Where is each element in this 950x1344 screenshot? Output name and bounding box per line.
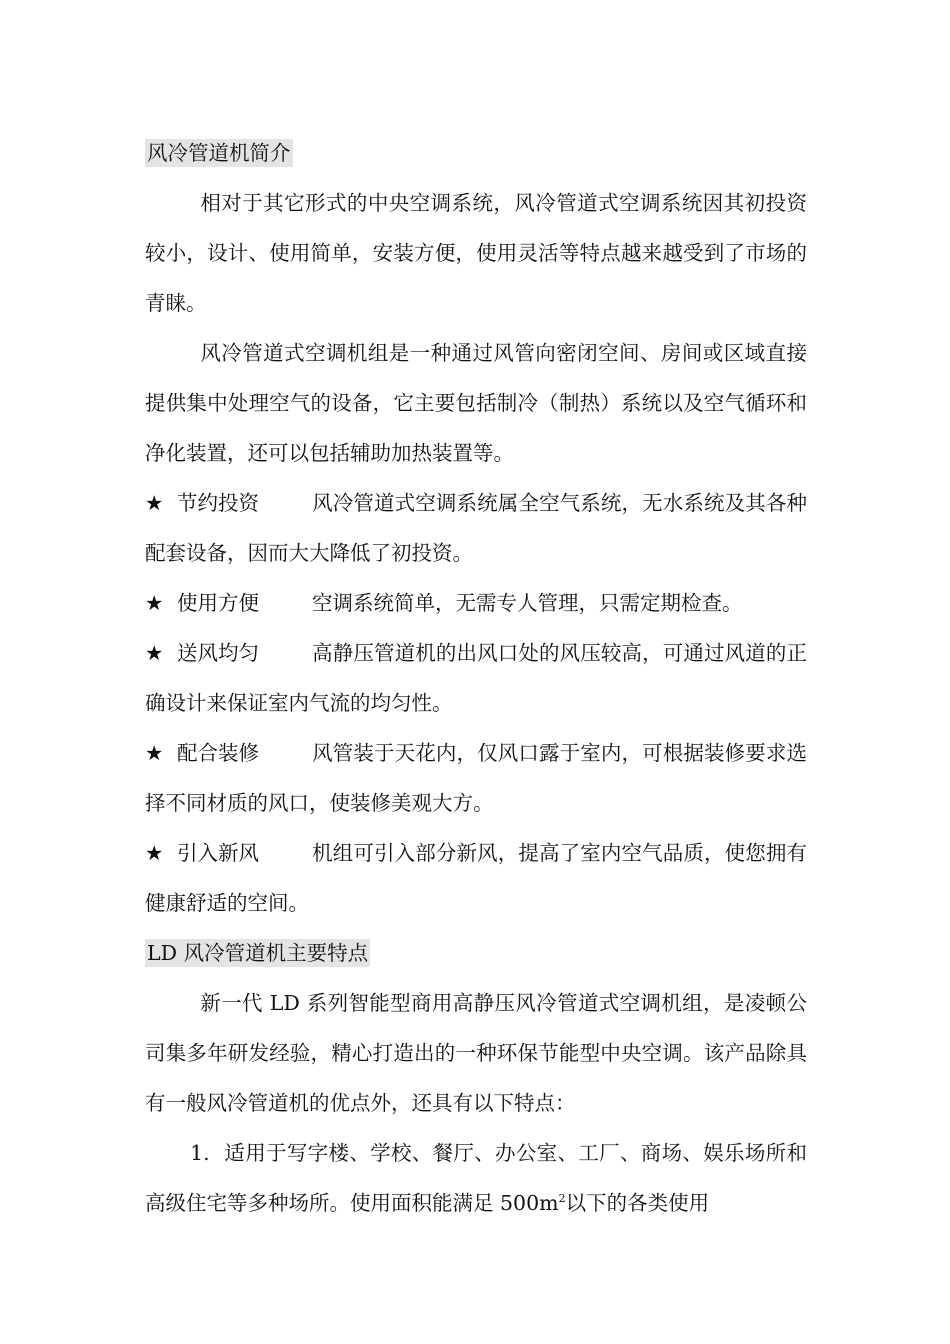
section2-heading: LD 风冷管道机主要特点: [147, 941, 369, 965]
superscript-2: 2: [558, 1192, 566, 1206]
star-icon: ★: [145, 491, 164, 515]
numbered-item-1: [145, 1128, 807, 1228]
section2-intro: 新一代 LD 系列智能型商用高静压风冷管道式空调机组，是凌顿公司集多年研发经验，精心打造出的一种环保节能型中央空调。该产品除具有一般风冷管道机的优点外，还具有以下特点：: [145, 991, 807, 1115]
feature-text: 风冷管道式空调系统属全空气系统，无水系统及其各种配套设备，因而大大降低了初投资。: [145, 491, 807, 565]
star-icon: ★: [145, 841, 164, 865]
feature-label: 节约投资: [177, 491, 259, 515]
star-icon: ★: [145, 591, 164, 615]
section2-heading-row: [145, 928, 807, 978]
feature-text: 机组可引入部分新风，提高了室内空气品质，使您拥有健康舒适的空间。: [145, 841, 807, 915]
feature-label: 引入新风: [177, 841, 259, 865]
feature-item-fresh-air: [145, 828, 807, 928]
section1-heading: 风冷管道机简介: [147, 141, 291, 165]
feature-text: 空调系统简单，无需专人管理，只需定期检查。: [312, 591, 743, 615]
feature-text: 风管装于天花内，仅风口露于室内，可根据装修要求选择不同材质的风口，使装修美观大方。: [145, 741, 807, 815]
feature-label: 配合装修: [177, 741, 259, 765]
section1-paragraph-1: 相对于其它形式的中央空调系统，风冷管道式空调系统因其初投资较小，设计、使用简单，安装方便，使用灵活等特点越来越受到了市场的青睐。: [145, 191, 807, 315]
item-number: 1.: [190, 1141, 210, 1165]
feature-item-saving: [145, 478, 807, 578]
section1-paragraph-2: 风冷管道式空调机组是一种通过风管向密闭空间、房间或区域直接提供集中处理空气的设备，它主要包括制冷（制热）系统以及空气循环和净化装置，还可以包括辅助加热装置等。: [145, 341, 807, 465]
feature-item-airflow: [145, 628, 807, 728]
feature-item-convenience: [145, 578, 807, 628]
section1-heading-row: [145, 128, 807, 178]
star-icon: ★: [145, 641, 164, 665]
document-page: [145, 128, 807, 1228]
item-text-start: 适用于写字楼、学校、餐厅、办公室、工厂、商场、娱乐场所和高级住宅等多种场所。使用面积能满足 500m: [145, 1141, 807, 1215]
feature-text: 高静压管道机的出风口处的风压较高，可通过风道的正确设计来保证室内气流的均匀性。: [145, 641, 807, 715]
feature-label: 送风均匀: [177, 641, 259, 665]
item-text-end: 以下的各类使用: [565, 1191, 710, 1215]
star-icon: ★: [145, 741, 164, 765]
feature-label: 使用方便: [177, 591, 259, 615]
feature-item-decoration: [145, 728, 807, 828]
